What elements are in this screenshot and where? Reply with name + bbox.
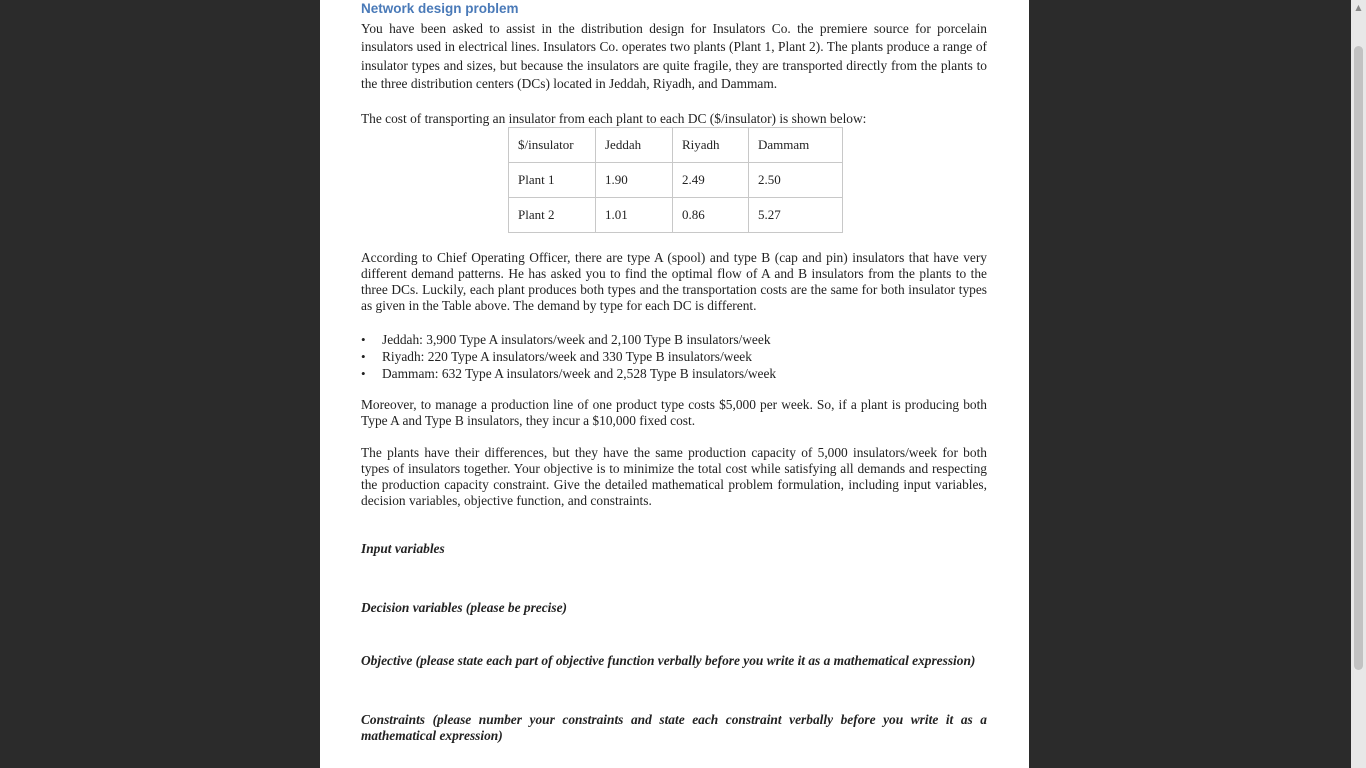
table-row: [509, 162, 843, 197]
table-cell: 2.50: [749, 162, 843, 197]
types-paragraph: According to Chief Operating Officer, there are type A (spool) and type B (cap and pin) insulators that have very different demand patterns. He has asked you to find the optimal flow of A and B insulators from the plants to the three DCs. Luckily, each plant produces both types and the transportation costs are the same for both insulator types as given in the Table above. The demand by type for each DC is different.: [361, 249, 987, 313]
table-row: [509, 197, 843, 232]
document-page: [320, 0, 1029, 768]
intro-paragraph: You have been asked to assist in the distribution design for Insulators Co. the premiere source for porcelain insulators used in electrical lines. Insulators Co. operates two plants (Plant 1, Plant 2). The plants produce a range of insulator types and sizes, but because the insulators are quite fragile, they are transported directly from the plants to the three distribution centers (DCs) located in Jeddah, Riyadh, and Dammam.: [361, 21, 987, 92]
table-cell: 0.86: [673, 197, 749, 232]
list-item: • Dammam: 632 Type A insulators/week and 2,528 Type B insulators/week: [361, 365, 987, 382]
table-header-row: [509, 127, 843, 162]
demand-list: [361, 331, 987, 382]
objective-heading: Objective (please state each part of objective function verbally before you write it as a mathematical expression): [361, 652, 976, 668]
table-cell: Plant 1: [509, 162, 596, 197]
list-item: • Jeddah: 3,900 Type A insulators/week and 2,100 Type B insulators/week: [361, 331, 987, 348]
constraints-heading: Constraints (please number your constraints and state each constraint verbally before you write it as a mathematical expression): [361, 711, 987, 743]
table-cell: Plant 2: [509, 197, 596, 232]
document-body: [361, 0, 987, 744]
list-item: • Riyadh: 220 Type A insulators/week and 330 Type B insulators/week: [361, 348, 987, 365]
table-cell: 1.01: [596, 197, 673, 232]
input-variables-heading: Input variables: [361, 540, 445, 556]
capacity-paragraph: The plants have their differences, but they have the same production capacity of 5,000 insulators/week for both types of insulators together. Your objective is to minimize the total cost while satisfying all demands and respecting the production capacity constraint. Give the detailed mathematical problem formulation, including input variables, decision variables, objective function, and constraints.: [361, 444, 987, 508]
cost-intro-paragraph: The cost of transporting an insulator from each plant to each DC ($/insulator) is shown below:: [361, 110, 867, 126]
page-title: Network design problem: [361, 1, 519, 16]
table-cell: 2.49: [673, 162, 749, 197]
table-cell: 1.90: [596, 162, 673, 197]
table-header-cell: $/insulator: [509, 127, 596, 162]
table-header-cell: Jeddah: [596, 127, 673, 162]
vertical-scrollbar[interactable]: [1351, 0, 1366, 768]
fixed-cost-paragraph: Moreover, to manage a production line of one product type costs $5,000 per week. So, if a plant is producing both Type A and Type B insulators, they incur a $10,000 fixed cost.: [361, 396, 987, 428]
cost-table: [508, 127, 843, 233]
scroll-up-arrow-icon[interactable]: ▲: [1355, 3, 1362, 12]
table-header-cell: Riyadh: [673, 127, 749, 162]
scroll-thumb[interactable]: [1354, 46, 1363, 670]
table-cell: 5.27: [749, 197, 843, 232]
table-header-cell: Dammam: [749, 127, 843, 162]
decision-variables-heading: Decision variables (please be precise): [361, 599, 568, 615]
